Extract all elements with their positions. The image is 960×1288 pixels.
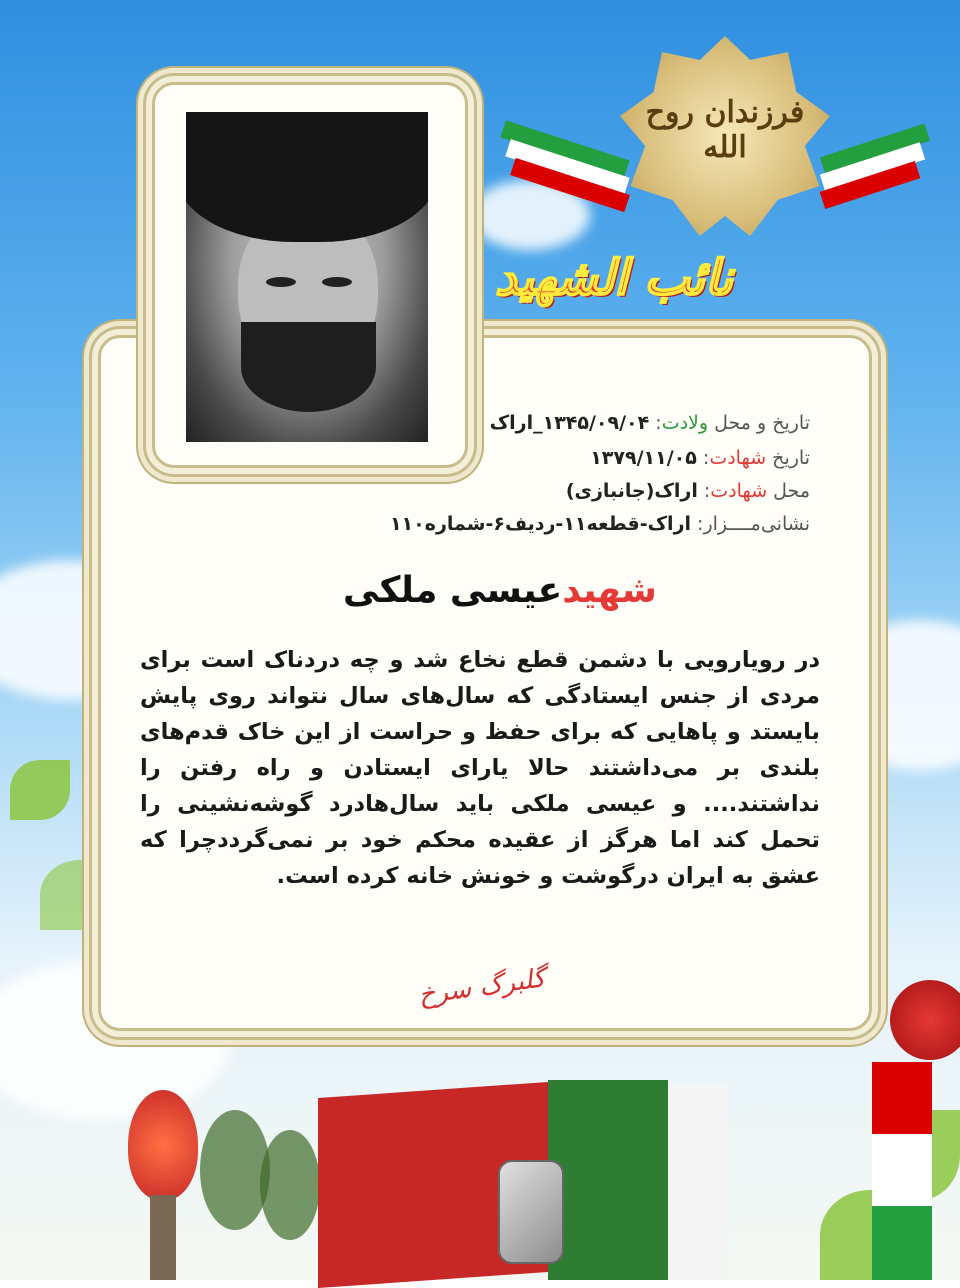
photo-eye	[266, 277, 296, 287]
martyr-title	[300, 570, 700, 611]
monument-decoration	[128, 1090, 198, 1200]
colon: :	[696, 447, 710, 469]
tree-decoration	[260, 1130, 320, 1240]
photo-beard	[241, 322, 376, 412]
martyrdom-place-label-prefix: محل	[767, 480, 810, 502]
tree-decoration	[200, 1110, 270, 1230]
birth-info	[490, 412, 810, 434]
martyr-name: عیسی ملکی	[343, 570, 563, 611]
title-prefix: شهید	[562, 570, 657, 611]
flag-strip	[872, 1062, 932, 1280]
biography-text: در رویارویی با دشمن قطع نخاع شد و چه دردناک است برای مردی از جنس ایستادگی که سال‌های سال نتواند روی پایش بایستد و پاهایی که برای حفظ و حراست از این خاک قدم‌های بلندی بر می‌داشتند حالا یارای ایستادن و راه رفتن را نداشتند.... و عیسی ملکی باید سال‌هادرد گوشه‌نشینی را تحمل کند اما هرگز از عقیده محکم خود بر نمی‌گرددچرا که عشق به ایران درگوشت و خونش خانه کرده است.	[140, 647, 820, 889]
martyrdom-date-info	[590, 447, 810, 469]
colon: :	[649, 412, 662, 434]
photo-eye	[322, 277, 352, 287]
emblem-text: فرزندان روح الله	[645, 95, 805, 165]
birth-label-highlight: ولادت	[661, 412, 709, 434]
birth-value: ۱۳۴۵/۰۹/۰۴_اراک	[489, 412, 650, 434]
leaf-decoration	[10, 760, 70, 820]
martyrdom-date-label-prefix: تاریخ	[766, 447, 810, 469]
birth-label-prefix: تاریخ و محل	[708, 412, 810, 434]
subtitle-naeb-shahid: نائب الشهید	[495, 250, 733, 306]
memorial-flag-white	[668, 1085, 728, 1280]
colon: :	[697, 480, 711, 502]
grave-info	[390, 513, 810, 535]
flower-decoration	[890, 980, 960, 1060]
photo-hair	[186, 112, 428, 242]
monument-base	[150, 1195, 176, 1280]
martyr-photo	[186, 112, 428, 442]
martyrdom-place-info	[566, 480, 810, 502]
martyrdom-date-label-highlight: شهادت	[709, 447, 767, 469]
signature-logo: گلبرگ سرخ	[416, 963, 548, 1011]
martyrdom-place-label-highlight: شهادت	[710, 480, 768, 502]
dog-tag-icon	[498, 1160, 564, 1264]
grave-label: نشانی‌مــــزار:	[691, 513, 810, 535]
martyrdom-place-value: اراک(جانبازی)	[565, 480, 698, 502]
grave-value: اراک-قطعه۱۱-ردیف۶-شماره۱۱۰	[389, 513, 692, 535]
martyrdom-date-value: ۱۳۷۹/۱۱/۰۵	[590, 447, 697, 469]
memorial-flag-green	[548, 1080, 668, 1280]
